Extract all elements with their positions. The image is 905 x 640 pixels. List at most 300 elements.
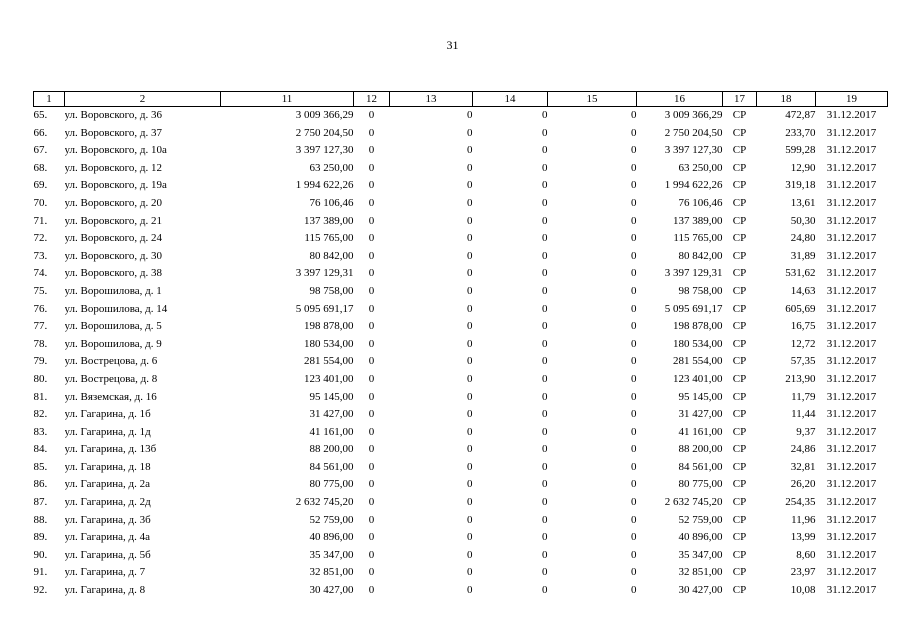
code-col-17: СР bbox=[732, 372, 747, 385]
value-col-14: 0 bbox=[542, 531, 548, 544]
value-col-13: 0 bbox=[467, 196, 473, 209]
table-row bbox=[34, 160, 888, 178]
row-number: 86. bbox=[33, 478, 48, 491]
value-col-13: 0 bbox=[467, 214, 473, 227]
table-row bbox=[34, 142, 888, 160]
value-col-13: 0 bbox=[467, 144, 473, 157]
table-row bbox=[34, 230, 888, 248]
value-col-13: 0 bbox=[467, 584, 473, 597]
row-number: 66. bbox=[33, 126, 48, 139]
row-number: 78. bbox=[33, 337, 48, 350]
value-col-14: 0 bbox=[542, 390, 548, 403]
amount-col-16: 52 759,00 bbox=[678, 513, 723, 526]
address: ул. Воровского, д. 37 bbox=[64, 126, 162, 139]
address: ул. Гагарина, д. 13б bbox=[64, 443, 157, 456]
amount-col-11: 3 009 366,29 bbox=[295, 109, 354, 121]
address: ул. Гагарина, д. 18 bbox=[64, 460, 151, 473]
row-number: 89. bbox=[33, 531, 48, 544]
area-col-18: 24,86 bbox=[790, 443, 816, 456]
address: ул. Воровского, д. 10а bbox=[64, 144, 167, 157]
row-number: 90. bbox=[33, 548, 48, 561]
amount-col-11: 40 896,00 bbox=[309, 531, 354, 544]
code-col-17: СР bbox=[732, 443, 747, 456]
amount-col-16: 41 161,00 bbox=[678, 425, 723, 438]
date-col-19: 31.12.2017 bbox=[826, 390, 877, 403]
amount-col-11: 35 347,00 bbox=[309, 548, 354, 561]
value-col-12: 0 bbox=[368, 109, 375, 121]
code-col-17: СР bbox=[732, 284, 747, 297]
amount-col-11: 123 401,00 bbox=[304, 372, 354, 385]
table-row bbox=[34, 582, 888, 600]
value-col-15: 0 bbox=[631, 408, 637, 421]
address: ул. Воровского, д. 21 bbox=[64, 214, 162, 227]
code-col-17: СР bbox=[732, 584, 747, 597]
table-row bbox=[34, 125, 888, 143]
amount-col-11: 198 878,00 bbox=[304, 320, 354, 333]
value-col-14: 0 bbox=[542, 372, 548, 385]
area-col-18: 13,99 bbox=[790, 531, 816, 544]
amount-col-16: 1 994 622,26 bbox=[664, 179, 723, 192]
value-col-15: 0 bbox=[631, 425, 637, 438]
amount-col-11: 32 851,00 bbox=[309, 566, 354, 579]
row-number: 92. bbox=[33, 584, 48, 597]
date-col-19: 31.12.2017 bbox=[826, 302, 877, 315]
address: ул. Гагарина, д. 8 bbox=[64, 584, 146, 597]
date-col-19: 31.12.2017 bbox=[826, 355, 877, 368]
table-row bbox=[34, 476, 888, 494]
value-col-15: 0 bbox=[631, 496, 637, 509]
date-col-19: 31.12.2017 bbox=[826, 126, 877, 139]
date-col-19: 31.12.2017 bbox=[826, 232, 877, 245]
column-header: 11 bbox=[221, 92, 354, 107]
register-table bbox=[33, 91, 888, 600]
code-col-17: СР bbox=[732, 478, 747, 491]
date-col-19: 31.12.2017 bbox=[826, 144, 877, 157]
value-col-13: 0 bbox=[467, 284, 473, 297]
code-col-17: СР bbox=[732, 267, 747, 280]
page-number: 31 bbox=[446, 38, 459, 52]
column-header: 14 bbox=[473, 92, 548, 107]
area-col-18: 10,08 bbox=[790, 584, 816, 597]
area-col-18: 605,69 bbox=[785, 302, 816, 315]
table-row bbox=[34, 283, 888, 301]
row-number: 68. bbox=[33, 161, 48, 174]
value-col-14: 0 bbox=[542, 460, 548, 473]
date-col-19: 31.12.2017 bbox=[826, 284, 877, 297]
code-col-17: СР bbox=[732, 390, 747, 403]
value-col-13: 0 bbox=[467, 372, 473, 385]
area-col-18: 11,96 bbox=[791, 513, 816, 526]
row-number: 70. bbox=[33, 196, 48, 209]
amount-col-16: 35 347,00 bbox=[678, 548, 723, 561]
amount-col-11: 2 750 204,50 bbox=[295, 126, 354, 139]
value-col-14: 0 bbox=[542, 232, 548, 245]
value-col-15: 0 bbox=[631, 320, 637, 333]
table-row bbox=[34, 353, 888, 371]
value-col-15: 0 bbox=[631, 249, 637, 262]
value-col-14: 0 bbox=[542, 566, 548, 579]
amount-col-16: 31 427,00 bbox=[678, 408, 723, 421]
code-col-17: СР bbox=[732, 496, 747, 509]
value-col-15: 0 bbox=[631, 109, 637, 121]
address: ул. Вострецова, д. 6 bbox=[64, 355, 158, 368]
value-col-12: 0 bbox=[368, 425, 375, 438]
date-col-19: 31.12.2017 bbox=[826, 337, 877, 350]
value-col-12: 0 bbox=[368, 284, 375, 297]
date-col-19: 31.12.2017 bbox=[826, 179, 877, 192]
amount-col-16: 180 534,00 bbox=[673, 337, 723, 350]
value-col-14: 0 bbox=[542, 513, 548, 526]
value-col-12: 0 bbox=[368, 267, 375, 280]
table-row bbox=[34, 547, 888, 565]
address: ул. Гагарина, д. 3б bbox=[64, 513, 151, 526]
amount-col-16: 32 851,00 bbox=[678, 566, 723, 579]
date-col-19: 31.12.2017 bbox=[826, 584, 877, 597]
area-col-18: 254,35 bbox=[785, 496, 816, 509]
value-col-13: 0 bbox=[467, 548, 473, 561]
amount-col-16: 98 758,00 bbox=[678, 284, 723, 297]
area-col-18: 9,37 bbox=[796, 425, 816, 438]
amount-col-16: 198 878,00 bbox=[673, 320, 723, 333]
amount-col-16: 76 106,46 bbox=[678, 196, 723, 209]
date-col-19: 31.12.2017 bbox=[826, 196, 877, 209]
value-col-14: 0 bbox=[542, 478, 548, 491]
value-col-13: 0 bbox=[467, 109, 473, 121]
amount-col-11: 3 397 127,30 bbox=[295, 144, 354, 157]
value-col-13: 0 bbox=[467, 267, 473, 280]
value-col-15: 0 bbox=[631, 196, 637, 209]
value-col-12: 0 bbox=[368, 320, 375, 333]
row-number: 71. bbox=[33, 214, 48, 227]
amount-col-11: 1 994 622,26 bbox=[295, 179, 354, 192]
row-number: 87. bbox=[33, 496, 48, 509]
value-col-15: 0 bbox=[631, 372, 637, 385]
date-col-19: 31.12.2017 bbox=[826, 513, 877, 526]
row-number: 74. bbox=[33, 267, 48, 280]
value-col-13: 0 bbox=[467, 496, 473, 509]
value-col-15: 0 bbox=[631, 214, 637, 227]
address: ул. Вострецова, д. 8 bbox=[64, 372, 158, 385]
amount-col-16: 115 765,00 bbox=[673, 232, 723, 245]
table-row bbox=[34, 107, 888, 125]
amount-col-16: 30 427,00 bbox=[678, 584, 723, 597]
value-col-12: 0 bbox=[368, 196, 375, 209]
area-col-18: 16,75 bbox=[790, 320, 816, 333]
amount-col-16: 40 896,00 bbox=[678, 531, 723, 544]
row-number: 85. bbox=[33, 460, 48, 473]
code-col-17: СР bbox=[732, 144, 747, 157]
value-col-13: 0 bbox=[467, 126, 473, 139]
area-col-18: 599,28 bbox=[785, 144, 816, 157]
column-header: 16 bbox=[637, 92, 723, 107]
date-col-19: 31.12.2017 bbox=[826, 320, 877, 333]
column-header: 2 bbox=[65, 92, 221, 107]
value-col-13: 0 bbox=[467, 249, 473, 262]
value-col-15: 0 bbox=[631, 513, 637, 526]
table-row bbox=[34, 512, 888, 530]
area-col-18: 31,89 bbox=[790, 249, 816, 262]
code-col-17: СР bbox=[732, 548, 747, 561]
address: ул. Гагарина, д. 1д bbox=[64, 425, 151, 438]
amount-col-16: 2 750 204,50 bbox=[664, 126, 723, 139]
value-col-15: 0 bbox=[631, 531, 637, 544]
table-row bbox=[34, 177, 888, 195]
area-col-18: 24,80 bbox=[790, 232, 816, 245]
area-col-18: 233,70 bbox=[785, 126, 816, 139]
amount-col-11: 52 759,00 bbox=[309, 513, 354, 526]
amount-col-11: 76 106,46 bbox=[309, 196, 354, 209]
area-col-18: 57,35 bbox=[790, 355, 816, 368]
date-col-19: 31.12.2017 bbox=[826, 566, 877, 579]
table-row bbox=[34, 564, 888, 582]
value-col-14: 0 bbox=[542, 126, 548, 139]
value-col-13: 0 bbox=[467, 390, 473, 403]
value-col-12: 0 bbox=[368, 302, 375, 315]
amount-col-11: 3 397 129,31 bbox=[295, 267, 354, 280]
value-col-12: 0 bbox=[368, 390, 375, 403]
amount-col-11: 98 758,00 bbox=[309, 284, 354, 297]
row-number: 81. bbox=[33, 390, 48, 403]
address: ул. Ворошилова, д. 9 bbox=[64, 337, 162, 350]
value-col-14: 0 bbox=[542, 249, 548, 262]
value-col-12: 0 bbox=[368, 408, 375, 421]
table-row bbox=[34, 494, 888, 512]
code-col-17: СР bbox=[732, 320, 747, 333]
value-col-15: 0 bbox=[631, 267, 637, 280]
value-col-13: 0 bbox=[467, 443, 473, 456]
code-col-17: СР bbox=[732, 513, 747, 526]
date-col-19: 31.12.2017 bbox=[826, 267, 877, 280]
row-number: 75. bbox=[33, 284, 48, 297]
value-col-14: 0 bbox=[542, 109, 548, 121]
row-number: 83. bbox=[33, 425, 48, 438]
value-col-12: 0 bbox=[368, 566, 375, 579]
address: ул. Ворошилова, д. 14 bbox=[64, 302, 168, 315]
date-col-19: 31.12.2017 bbox=[826, 478, 877, 491]
value-col-13: 0 bbox=[467, 320, 473, 333]
value-col-12: 0 bbox=[368, 214, 375, 227]
value-col-12: 0 bbox=[368, 584, 375, 597]
amount-col-11: 281 554,00 bbox=[304, 355, 354, 368]
value-col-12: 0 bbox=[368, 478, 375, 491]
value-col-14: 0 bbox=[542, 548, 548, 561]
value-col-15: 0 bbox=[631, 302, 637, 315]
row-number: 69. bbox=[33, 179, 48, 192]
value-col-14: 0 bbox=[542, 267, 548, 280]
date-col-19: 31.12.2017 bbox=[826, 214, 877, 227]
date-col-19: 31.12.2017 bbox=[826, 443, 877, 456]
date-col-19: 31.12.2017 bbox=[826, 496, 877, 509]
amount-col-16: 281 554,00 bbox=[673, 355, 723, 368]
address: ул. Воровского, д. 38 bbox=[64, 267, 162, 280]
row-number: 80. bbox=[33, 372, 48, 385]
header-row bbox=[34, 92, 888, 107]
code-col-17: СР bbox=[732, 109, 747, 121]
value-col-13: 0 bbox=[467, 161, 473, 174]
date-col-19: 31.12.2017 bbox=[826, 372, 877, 385]
address: ул. Воровского, д. 24 bbox=[64, 232, 162, 245]
area-col-18: 12,90 bbox=[790, 161, 816, 174]
area-col-18: 50,30 bbox=[790, 214, 816, 227]
value-col-12: 0 bbox=[368, 126, 375, 139]
amount-col-11: 180 534,00 bbox=[304, 337, 354, 350]
value-col-12: 0 bbox=[368, 443, 375, 456]
amount-col-16: 80 842,00 bbox=[678, 249, 723, 262]
address: ул. Воровского, д. 36 bbox=[64, 109, 162, 121]
table-row bbox=[34, 265, 888, 283]
value-col-12: 0 bbox=[368, 355, 375, 368]
value-col-13: 0 bbox=[467, 179, 473, 192]
address: ул. Гагарина, д. 2д bbox=[64, 496, 151, 509]
table-row bbox=[34, 441, 888, 459]
amount-col-11: 30 427,00 bbox=[309, 584, 354, 597]
table-row bbox=[34, 424, 888, 442]
value-col-15: 0 bbox=[631, 126, 637, 139]
amount-col-16: 3 009 366,29 bbox=[664, 109, 723, 121]
value-col-14: 0 bbox=[542, 443, 548, 456]
row-number: 72. bbox=[33, 232, 48, 245]
row-number: 65. bbox=[33, 109, 48, 121]
table-row bbox=[34, 248, 888, 266]
code-col-17: СР bbox=[732, 337, 747, 350]
area-col-18: 11,79 bbox=[791, 390, 816, 403]
value-col-15: 0 bbox=[631, 460, 637, 473]
area-col-18: 13,61 bbox=[790, 196, 816, 209]
value-col-13: 0 bbox=[467, 355, 473, 368]
value-col-12: 0 bbox=[368, 337, 375, 350]
address: ул. Воровского, д. 19а bbox=[64, 179, 167, 192]
table-row bbox=[34, 318, 888, 336]
amount-col-11: 80 842,00 bbox=[309, 249, 354, 262]
address: ул. Воровского, д. 30 bbox=[64, 249, 162, 262]
value-col-12: 0 bbox=[368, 161, 375, 174]
amount-col-16: 88 200,00 bbox=[678, 443, 723, 456]
value-col-15: 0 bbox=[631, 390, 637, 403]
column-header: 15 bbox=[548, 92, 637, 107]
value-col-14: 0 bbox=[542, 425, 548, 438]
area-col-18: 12,72 bbox=[790, 337, 816, 350]
value-col-15: 0 bbox=[631, 355, 637, 368]
value-col-13: 0 bbox=[467, 232, 473, 245]
amount-col-11: 31 427,00 bbox=[309, 408, 354, 421]
value-col-13: 0 bbox=[467, 408, 473, 421]
table-row bbox=[34, 301, 888, 319]
date-col-19: 31.12.2017 bbox=[826, 460, 877, 473]
row-number: 76. bbox=[33, 302, 48, 315]
column-header: 12 bbox=[354, 92, 390, 107]
value-col-12: 0 bbox=[368, 496, 375, 509]
value-col-14: 0 bbox=[542, 355, 548, 368]
column-header: 13 bbox=[390, 92, 473, 107]
amount-col-11: 63 250,00 bbox=[309, 161, 354, 174]
amount-col-16: 2 632 745,20 bbox=[664, 496, 723, 509]
code-col-17: СР bbox=[732, 214, 747, 227]
amount-col-11: 84 561,00 bbox=[309, 460, 354, 473]
row-number: 67. bbox=[33, 144, 48, 157]
area-col-18: 32,81 bbox=[790, 460, 816, 473]
value-col-15: 0 bbox=[631, 232, 637, 245]
row-number: 82. bbox=[33, 408, 48, 421]
table-row bbox=[34, 195, 888, 213]
value-col-14: 0 bbox=[542, 161, 548, 174]
column-header: 18 bbox=[757, 92, 816, 107]
value-col-12: 0 bbox=[368, 179, 375, 192]
address: ул. Гагарина, д. 7 bbox=[64, 566, 146, 579]
table-row bbox=[34, 529, 888, 547]
date-col-19: 31.12.2017 bbox=[826, 548, 877, 561]
row-number: 84. bbox=[33, 443, 48, 456]
amount-col-11: 5 095 691,17 bbox=[295, 302, 354, 315]
value-col-12: 0 bbox=[368, 232, 375, 245]
amount-col-11: 80 775,00 bbox=[309, 478, 354, 491]
code-col-17: СР bbox=[732, 126, 747, 139]
date-col-19: 31.12.2017 bbox=[826, 425, 877, 438]
address: ул. Гагарина, д. 5б bbox=[64, 548, 151, 561]
address: ул. Вяземская, д. 16 bbox=[64, 390, 157, 403]
address: ул. Ворошилова, д. 5 bbox=[64, 320, 162, 333]
area-col-18: 472,87 bbox=[785, 109, 816, 121]
table-body bbox=[34, 107, 888, 600]
table-row bbox=[34, 389, 888, 407]
area-col-18: 11,44 bbox=[791, 408, 816, 421]
value-col-15: 0 bbox=[631, 478, 637, 491]
value-col-14: 0 bbox=[542, 496, 548, 509]
value-col-15: 0 bbox=[631, 566, 637, 579]
column-header: 19 bbox=[816, 92, 888, 107]
code-col-17: СР bbox=[732, 249, 747, 262]
amount-col-16: 84 561,00 bbox=[678, 460, 723, 473]
amount-col-16: 137 389,00 bbox=[673, 214, 723, 227]
value-col-14: 0 bbox=[542, 408, 548, 421]
date-col-19: 31.12.2017 bbox=[826, 408, 877, 421]
area-col-18: 213,90 bbox=[785, 372, 816, 385]
column-header: 17 bbox=[723, 92, 757, 107]
value-col-15: 0 bbox=[631, 144, 637, 157]
row-number: 91. bbox=[33, 566, 48, 579]
address: ул. Гагарина, д. 1б bbox=[64, 408, 151, 421]
area-col-18: 319,18 bbox=[785, 179, 816, 192]
column-header: 1 bbox=[34, 92, 65, 107]
amount-col-11: 2 632 745,20 bbox=[295, 496, 354, 509]
area-col-18: 14,63 bbox=[790, 284, 816, 297]
value-col-14: 0 bbox=[542, 196, 548, 209]
value-col-14: 0 bbox=[542, 302, 548, 315]
code-col-17: СР bbox=[732, 232, 747, 245]
value-col-12: 0 bbox=[368, 531, 375, 544]
date-col-19: 31.12.2017 bbox=[826, 161, 877, 174]
table-header bbox=[34, 92, 888, 107]
address: ул. Гагарина, д. 4а bbox=[64, 531, 151, 544]
row-number: 73. bbox=[33, 249, 48, 262]
amount-col-16: 63 250,00 bbox=[678, 161, 723, 174]
value-col-13: 0 bbox=[467, 513, 473, 526]
date-col-19: 31.12.2017 bbox=[826, 531, 877, 544]
table-row bbox=[34, 371, 888, 389]
area-col-18: 8,60 bbox=[796, 548, 816, 561]
code-col-17: СР bbox=[732, 425, 747, 438]
area-col-18: 23,97 bbox=[790, 566, 816, 579]
area-col-18: 26,20 bbox=[790, 478, 816, 491]
value-col-14: 0 bbox=[542, 144, 548, 157]
code-col-17: СР bbox=[732, 566, 747, 579]
code-col-17: СР bbox=[732, 408, 747, 421]
row-number: 79. bbox=[33, 355, 48, 368]
address: ул. Воровского, д. 20 bbox=[64, 196, 162, 209]
value-col-12: 0 bbox=[368, 513, 375, 526]
value-col-13: 0 bbox=[467, 478, 473, 491]
value-col-15: 0 bbox=[631, 584, 637, 597]
value-col-14: 0 bbox=[542, 337, 548, 350]
